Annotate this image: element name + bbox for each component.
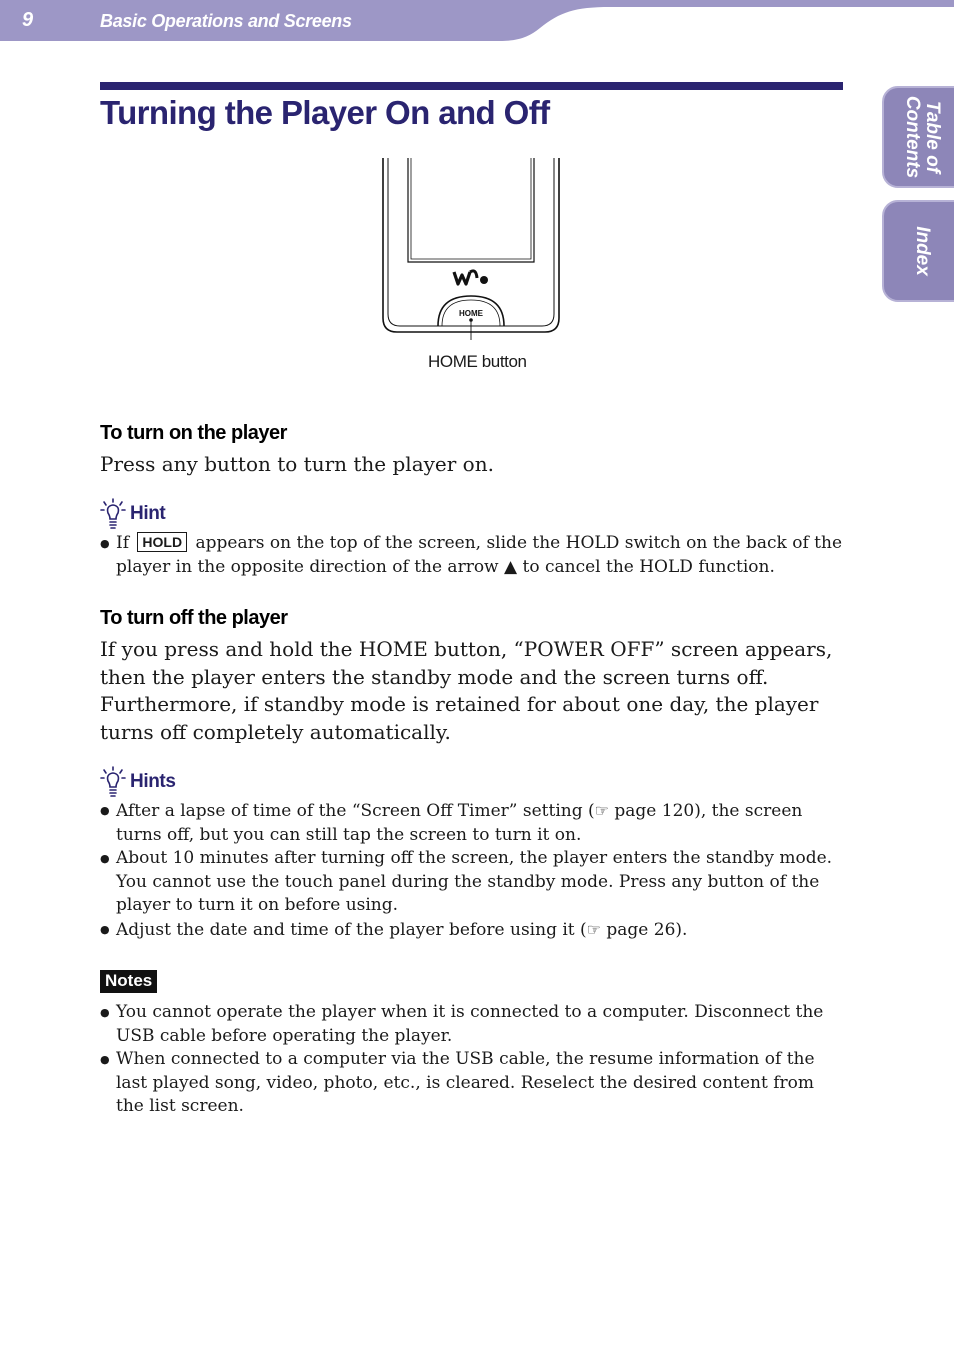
hint-screen-off-text: After a lapse of time of the “Screen Off Timer” setting (: [116, 801, 595, 821]
hint-date-text-2: page 26).: [601, 919, 688, 940]
hint-standby-text: About 10 minutes after turning off the screen, the player enters the standby mode. You cannot use the touch panel during the standby mode. Press any button of the player to turn it on before using.: [116, 848, 833, 915]
list-item: [100, 532, 845, 579]
section-title[interactable]: Basic Operations and Screens: [100, 11, 352, 31]
tab-table-of-contents[interactable]: [882, 86, 954, 188]
tab-index[interactable]: [882, 200, 954, 302]
list-item: [100, 918, 845, 943]
turn-off-text-1: If you press and hold the HOME button, “POWER OFF” screen appears, then the player enters the standby mode and the screen turns off.: [100, 637, 833, 689]
notes-list: [100, 1001, 845, 1119]
hint-list: [100, 532, 845, 579]
walkman-logo-icon: [454, 271, 488, 284]
note-usb-operate: You cannot operate the player when it is connected to a computer. Disconnect the USB cable before operating the player.: [116, 1002, 824, 1046]
list-item: [100, 1001, 845, 1048]
hint-screen-off-text-2: page 120), the screen turns off, but you can still tap the screen to turn it on.: [116, 801, 803, 845]
turn-off-text-2: Furthermore, if standby mode is retained for about one day, the player turns off completely automatically.: [100, 692, 819, 744]
home-key-text: HOME: [459, 309, 483, 318]
figure-caption: HOME button: [428, 352, 527, 371]
hint-text-line2: player in the opposite direction of the arrow ▲ to cancel the HOLD function.: [116, 556, 775, 577]
title-rule: [100, 82, 843, 90]
tab-index-label: Index: [912, 226, 933, 276]
lightbulb-icon: [100, 498, 128, 530]
hint-title: Hint: [130, 503, 166, 524]
page-title: Turning the Player On and Off: [100, 94, 550, 131]
list-item: [100, 847, 845, 918]
hints-title: Hints: [130, 771, 176, 792]
page-reference-icon[interactable]: ☞: [586, 919, 601, 939]
list-item: [100, 799, 845, 847]
note-resume-info: When connected to a computer via the USB cable, the resume information of the last played song, video, photo, etc., is cleared. Reselect the desired content from the list screen.: [116, 1049, 815, 1116]
hold-icon: HOLD: [137, 532, 187, 552]
heading-turn-on: To turn on the player: [100, 422, 287, 444]
heading-turn-off: To turn off the player: [100, 607, 288, 629]
player-illustration: [380, 158, 564, 340]
lightbulb-icon: [100, 766, 128, 798]
hint-date-text: Adjust the date and time of the player before using it (: [116, 919, 587, 940]
hint-text-line1: appears on the top of the screen, slide the HOLD switch on the back of the: [195, 533, 842, 553]
tab-table-of-contents-label: Table of Contents: [902, 95, 943, 179]
page-number: 9: [22, 9, 34, 31]
notes-badge: Notes: [100, 970, 157, 993]
turn-on-text: Press any button to turn the player on.: [100, 452, 494, 476]
hints-list: [100, 799, 845, 942]
hint-if-text: If: [116, 533, 130, 553]
list-item: [100, 1048, 845, 1119]
page-reference-icon[interactable]: ☞: [594, 801, 609, 820]
